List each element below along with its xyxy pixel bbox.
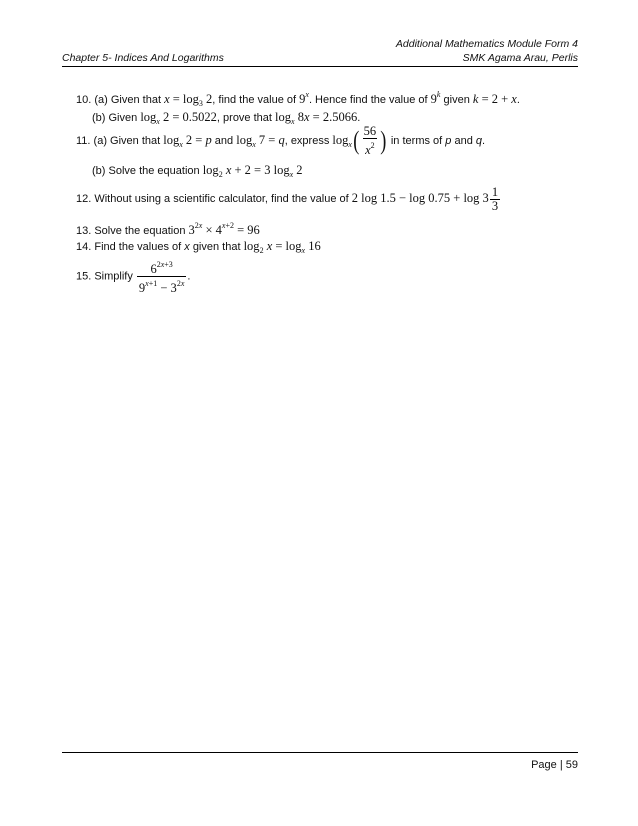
header-book-title: Additional Mathematics Module Form 4: [395, 38, 578, 50]
question-10a: 10. (a) Given that $x = \log_3 2$, find the value of 9$^x$. Hence find the value of 9$^k$ given k = 2 + x.: [76, 90, 520, 108]
header-chapter: Chapter 5- Indices And Logarithms: [62, 52, 224, 64]
question-11b: (b) Solve the equation $\log_2 x + 2 = 3$ $\log_x 2$: [92, 163, 303, 179]
question-13: 13. Solve the equation $3^{2x} \times 4^{x+2} = 96$: [76, 221, 260, 237]
question-14: 14. Find the values of x given that $\log_2 x = \log_x 16$: [76, 239, 321, 255]
page-number: Page | 59: [531, 759, 578, 771]
header-school: SMK Agama Arau, Perlis: [462, 52, 578, 64]
question-15: 15. Simplify $\frac{6^{2x+3}}{9^{x+1} - 3^{2x}}$ .: [76, 260, 191, 295]
header-rule: [62, 66, 578, 67]
question-12: 12. Without using a scientific calculator, find the value of 2 log 1.5 − log 0.75 + log 3 $\frac{1}{3}$: [76, 184, 499, 213]
question-10b: (b) Given $\log_x 2 = 0.5022$, prove that $\log_x 8x = 2.5066$.: [92, 110, 361, 126]
question-11a: 11. (a) Given that $\log_x 2 = p$ and $\log_x 7 = q$, express $\log_x$( $\frac{56}{x^2}$ ) in terms of p and q.: [76, 124, 486, 158]
footer-rule: [62, 752, 578, 753]
